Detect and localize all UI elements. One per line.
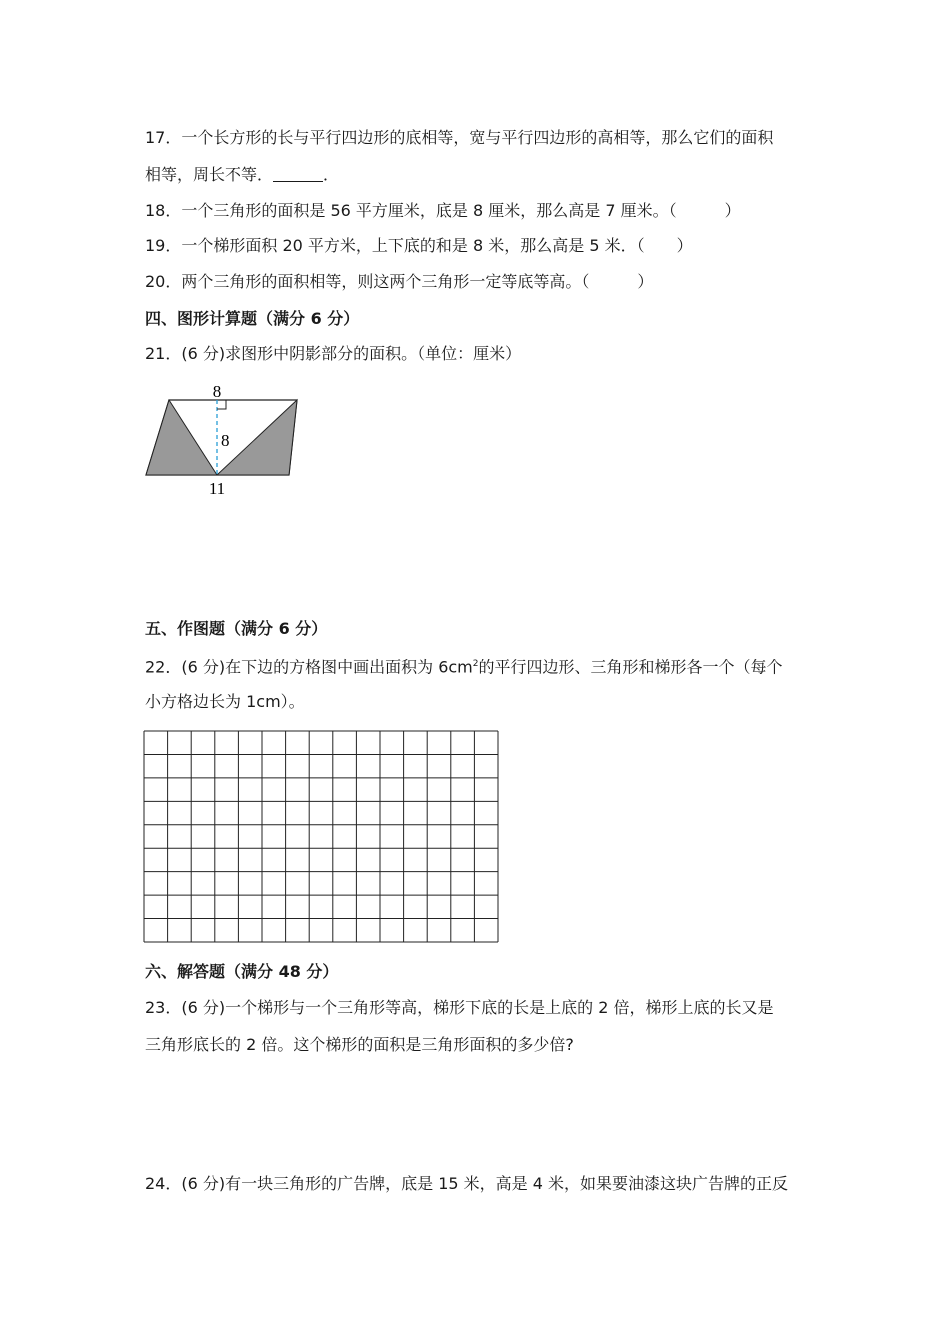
q22-line2: 小方格边长为 1cm）。 [145,692,305,711]
q22-superscript: 2 [472,659,479,669]
q17-line1: 17．一个长方形的长与平行四边形的底相等，宽与平行四边形的高相等，那么它们的面积 [145,128,774,147]
q23-line1: 23．(6 分)一个梯形与一个三角形等高，梯形下底的长是上底的 2 倍，梯形上底的长又是 [145,998,774,1017]
section-5-heading: 五、作图题（满分 6 分） [145,619,328,638]
q21: 21．(6 分)求图形中阴影部分的面积。（单位：厘米） [145,344,522,363]
q17-line2 [145,164,339,186]
q19: 19．一个梯形面积 20 平方米，上下底的和是 8 米，那么高是 5 米．（ ） [145,236,693,255]
q24: 24．(6 分)有一块三角形的广告牌，底是 15 米，高是 4 米，如果要油漆这块广告牌的正反 [145,1174,788,1193]
top-base-label: 8 [212,382,222,401]
drawing-grid[interactable] [143,730,499,943]
q23-line2: 三角形底长的 2 倍。这个梯形的面积是三角形面积的多少倍? [145,1035,574,1054]
shaded-trapezoid-figure [142,378,302,503]
q17-answer-blank[interactable] [273,165,323,182]
q17-text: 相等，周长不等． [145,165,274,184]
q22-text-b: 的平行四边形、三角形和梯形各一个（每个 [478,657,783,677]
q22-line1 [145,653,783,678]
height-label: 8 [221,431,230,450]
q18: 18．一个三角形的面积是 56 平方厘米，底是 8 厘米，那么高是 7 厘米。（ ） [145,201,741,220]
bottom-base-label: 11 [208,479,226,498]
q20: 20．两个三角形的面积相等，则这两个三角形一定等底等高。（ ） [145,272,654,291]
section-4-heading: 四、图形计算题（满分 6 分） [145,309,360,328]
q22-text-a: 22．(6 分)在下边的方格图中画出面积为 6cm [145,657,473,677]
q17-end: ． [323,165,340,184]
section-6-heading: 六、解答题（满分 48 分） [145,962,339,981]
